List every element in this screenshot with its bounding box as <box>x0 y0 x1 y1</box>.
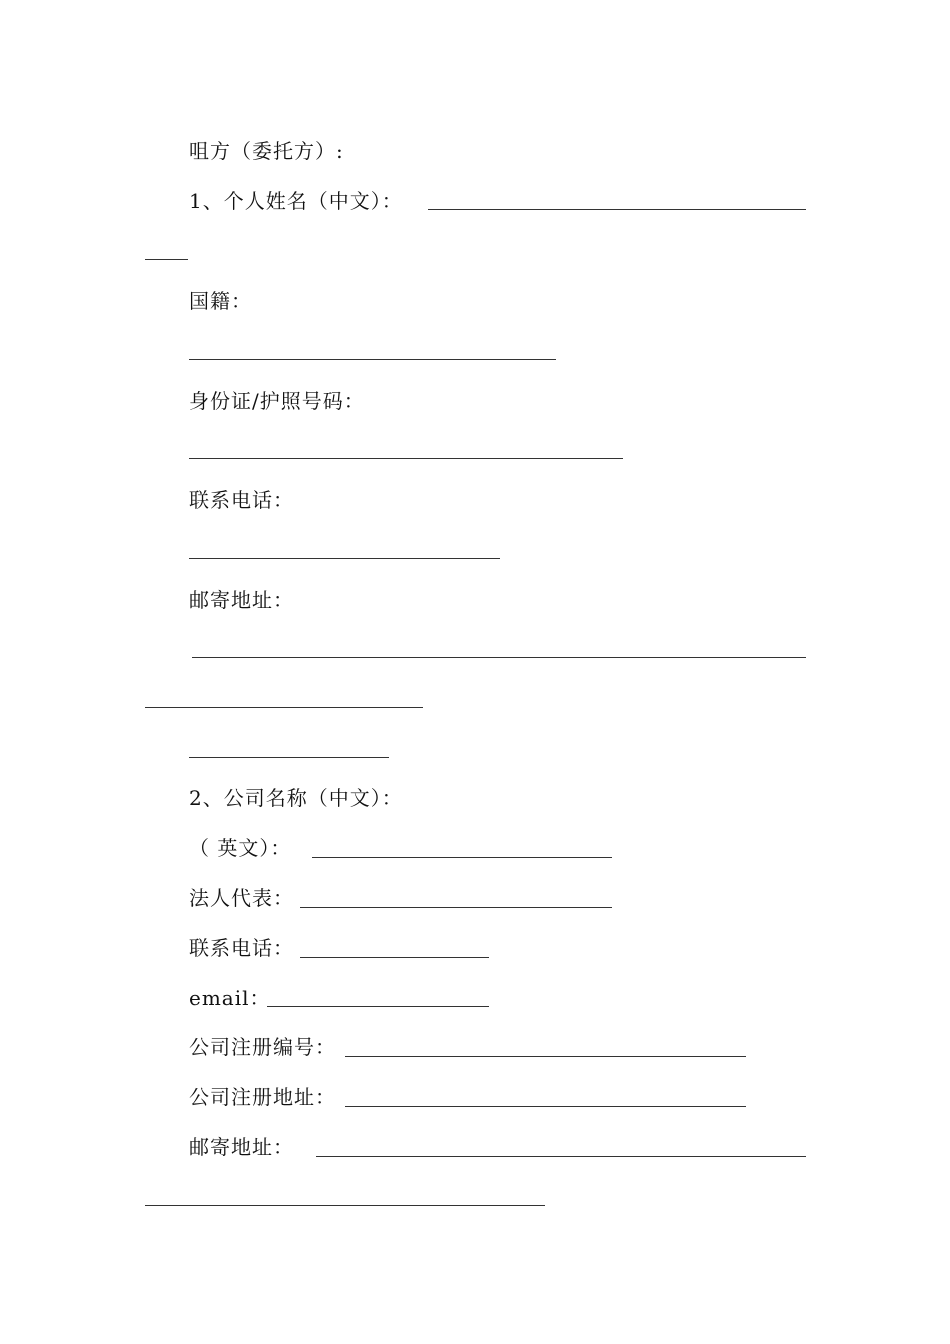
reg-number-label: 公司注册编号： <box>189 1035 336 1059</box>
party-heading: 咀方（委托方）: <box>189 139 344 163</box>
individual-address-blank-3[interactable] <box>189 757 389 758</box>
individual-phone-blank[interactable] <box>189 558 500 559</box>
company-mail-address-label: 邮寄地址： <box>189 1135 294 1159</box>
company-mail-address-blank-2[interactable] <box>145 1205 545 1206</box>
english-name-label: （ 英文）： <box>189 836 292 860</box>
legal-rep-blank[interactable] <box>300 907 612 908</box>
legal-rep-label: 法人代表： <box>189 886 294 910</box>
email-label: email： <box>189 986 271 1010</box>
company-phone-label: 联系电话： <box>189 936 294 960</box>
individual-address-blank-1[interactable] <box>192 657 806 658</box>
reg-address-label: 公司注册地址： <box>189 1085 336 1109</box>
nationality-label: 国籍： <box>189 289 252 313</box>
company-name-label: 2、公司名称（中文）： <box>189 786 403 810</box>
individual-name-blank-continuation[interactable] <box>145 259 188 260</box>
individual-address-blank-2[interactable] <box>145 707 423 708</box>
individual-name-blank[interactable] <box>428 209 806 210</box>
english-name-blank[interactable] <box>312 857 612 858</box>
individual-address-label: 邮寄地址： <box>189 588 294 612</box>
id-passport-label: 身份证/护照号码： <box>189 389 365 413</box>
id-passport-blank[interactable] <box>189 458 623 459</box>
email-blank[interactable] <box>267 1006 489 1007</box>
company-phone-blank[interactable] <box>300 957 489 958</box>
reg-number-blank[interactable] <box>345 1056 746 1057</box>
individual-phone-label: 联系电话： <box>189 488 294 512</box>
nationality-blank[interactable] <box>189 359 556 360</box>
company-mail-address-blank-1[interactable] <box>316 1156 806 1157</box>
individual-name-label: 1、个人姓名（中文）： <box>189 189 403 213</box>
reg-address-blank[interactable] <box>345 1106 746 1107</box>
